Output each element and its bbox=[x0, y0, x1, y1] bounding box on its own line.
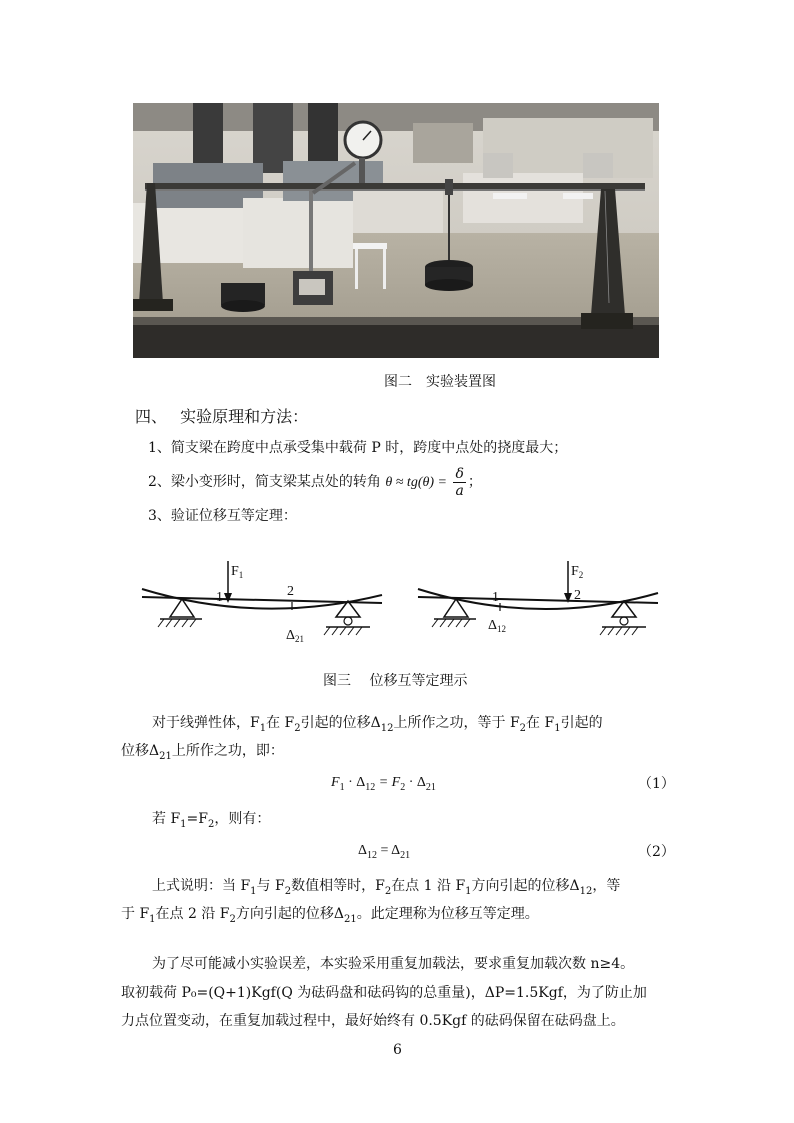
equation-2-number: （2） bbox=[638, 844, 675, 860]
left-delta-label: $\Delta_{21}$ bbox=[286, 628, 305, 644]
equation-1-number: （1） bbox=[638, 776, 675, 792]
apparatus-photo bbox=[133, 103, 659, 358]
reciprocal-displacement-diagram bbox=[130, 555, 670, 655]
right-point-1: 1 bbox=[492, 590, 499, 605]
item-text-end: ； bbox=[467, 474, 482, 490]
section-heading bbox=[135, 404, 308, 427]
paragraph-2: 若 $F_1=F_2$，则有： bbox=[152, 811, 271, 830]
right-point-2: 2 bbox=[574, 588, 581, 603]
right-beam-diagram bbox=[418, 561, 658, 635]
left-point-2: 2 bbox=[287, 584, 294, 599]
angle-formula: θ ≈ tg(θ) = bbox=[385, 475, 447, 490]
figure2-caption: 图二 实验装置图 bbox=[384, 374, 496, 390]
right-force-label: $F_2$ bbox=[571, 564, 584, 580]
item-text: 简支梁在跨度中点承受集中载荷 P 时，跨度中点处的挠度最大； bbox=[170, 440, 568, 456]
fraction-denominator: a bbox=[455, 482, 464, 499]
fraction bbox=[453, 466, 465, 499]
section-title: 实验原理和方法： bbox=[180, 407, 309, 426]
list-item-1 bbox=[148, 438, 567, 458]
item-number: 3、 bbox=[148, 508, 171, 524]
fraction-numerator: δ bbox=[455, 465, 464, 482]
paragraph-3-line-2: 于 $F_1$在点 2 沿 $F_2$方向引起的位移$\Delta_{21}$。此定理称为位移互等定理。 bbox=[121, 906, 539, 925]
paragraph-4-line-3: 力点位置变动，在重复加载过程中，最好始终有 0.5Kgf 的砝码保留在砝码盘上。 bbox=[121, 1013, 625, 1029]
right-delta-label: $\Delta_{12}$ bbox=[488, 618, 507, 634]
paragraph-1-line-2: 位移$\Delta_{21}$上所作之功，即： bbox=[121, 743, 284, 762]
list-item-3 bbox=[148, 506, 297, 526]
page-number: 6 bbox=[393, 1042, 402, 1058]
equation-2: $\Delta_{12} = \Delta_{21}$ bbox=[358, 843, 411, 861]
figure3-caption: 图三 位移互等定理示 bbox=[323, 673, 468, 689]
item-text: 验证位移互等定理： bbox=[170, 508, 297, 524]
list-item-2 bbox=[148, 462, 482, 503]
item-number: 1、 bbox=[148, 440, 171, 456]
paragraph-1-line-1: 对于线弹性体，$F_1$在 $F_2$引起的位移$\Delta_{12}$上所作之功，等于 $F_2$在 $F_1$引起的 bbox=[152, 715, 603, 734]
item-text: 梁小变形时，简支梁某点处的转角 bbox=[170, 474, 381, 490]
paragraph-4-line-1: 为了尽可能减小实验误差，本实验采用重复加载法，要求重复加载次数 n≥4。 bbox=[152, 956, 635, 972]
section-number: 四、 bbox=[135, 407, 168, 426]
left-point-1: 1 bbox=[216, 590, 223, 605]
paragraph-4-line-2: 取初载荷 P₀=(Q+1)Kgf(Q 为砝码盘和砝码钩的总重量)，ΔP=1.5Kgf，为了防止加 bbox=[121, 985, 647, 1001]
left-beam-diagram bbox=[142, 561, 382, 644]
paragraph-3-line-1: 上式说明：当 $F_1$与 $F_2$数值相等时，$F_2$在点 1 沿 $F_1$方向引起的位移$\Delta_{12}$，等 bbox=[152, 878, 621, 897]
item-number: 2、 bbox=[148, 474, 171, 490]
left-force-label: $F_1$ bbox=[231, 564, 244, 580]
equation-1: $F_1 \cdot \Delta_{12} = F_2 \cdot \Delta_{21}$ bbox=[331, 775, 436, 793]
